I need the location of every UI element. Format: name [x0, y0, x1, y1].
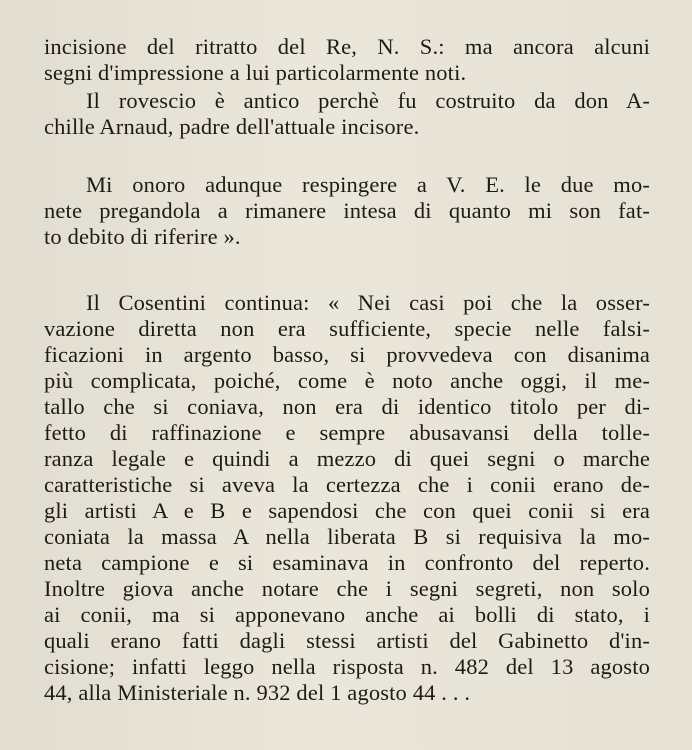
- text-line: Il Cosentini continua: « Nei casi poi che la osser-: [86, 290, 650, 315]
- text-line: segni d'impressione a lui particolarmente noti.: [44, 60, 467, 85]
- text-line: più complicata, poiché, come è noto anche oggi, il me-: [44, 368, 650, 393]
- text-line: nete pregandola a rimanere intesa di quanto mi son fat-: [44, 198, 650, 223]
- text-line: chille Arnaud, padre dell'attuale incisore.: [44, 114, 420, 139]
- text-line: ficazioni in argento basso, si provvedeva con disanima: [44, 342, 650, 367]
- text-line: Inoltre giova anche notare che i segni segreti, non solo: [44, 576, 650, 601]
- text-line: ai conii, ma si apponevano anche ai bolli di stato, i: [44, 602, 650, 627]
- text-line: ranza legale e quindi a mezzo di quei segni o marche: [44, 446, 650, 471]
- text-line: incisione del ritratto del Re, N. S.: ma ancora alcuni: [44, 34, 650, 59]
- text-line: to debito di riferire ».: [44, 224, 241, 249]
- text-line: neta campione e si esaminava in confronto del reperto.: [44, 550, 650, 575]
- text-line: coniata la massa A nella liberata B si requisiva la mo-: [44, 524, 650, 549]
- text-line: cisione; infatti leggo nella risposta n. 482 del 13 agosto: [44, 654, 650, 679]
- text-line: 44, alla Ministeriale n. 932 del 1 agosto 44 . . .: [44, 680, 471, 705]
- text-line: gli artisti A e B e sapendosi che con quei conii si era: [44, 498, 650, 523]
- text-line: vazione diretta non era sufficiente, specie nelle falsi-: [44, 316, 650, 341]
- text-line: caratteristiche si aveva la certezza che i conii erano de-: [44, 472, 650, 497]
- text-line: Mi onoro adunque respingere a V. E. le due mo-: [86, 172, 650, 197]
- text-line: fetto di raffinazione e sempre abusavansi della tolle-: [44, 420, 650, 445]
- text-line: tallo che si coniava, non era di identico titolo per di-: [44, 394, 650, 419]
- text-line: quali erano fatti dagli stessi artisti del Gabinetto d'in-: [44, 628, 650, 653]
- text-line: Il rovescio è antico perchè fu costruito da don A-: [86, 88, 650, 113]
